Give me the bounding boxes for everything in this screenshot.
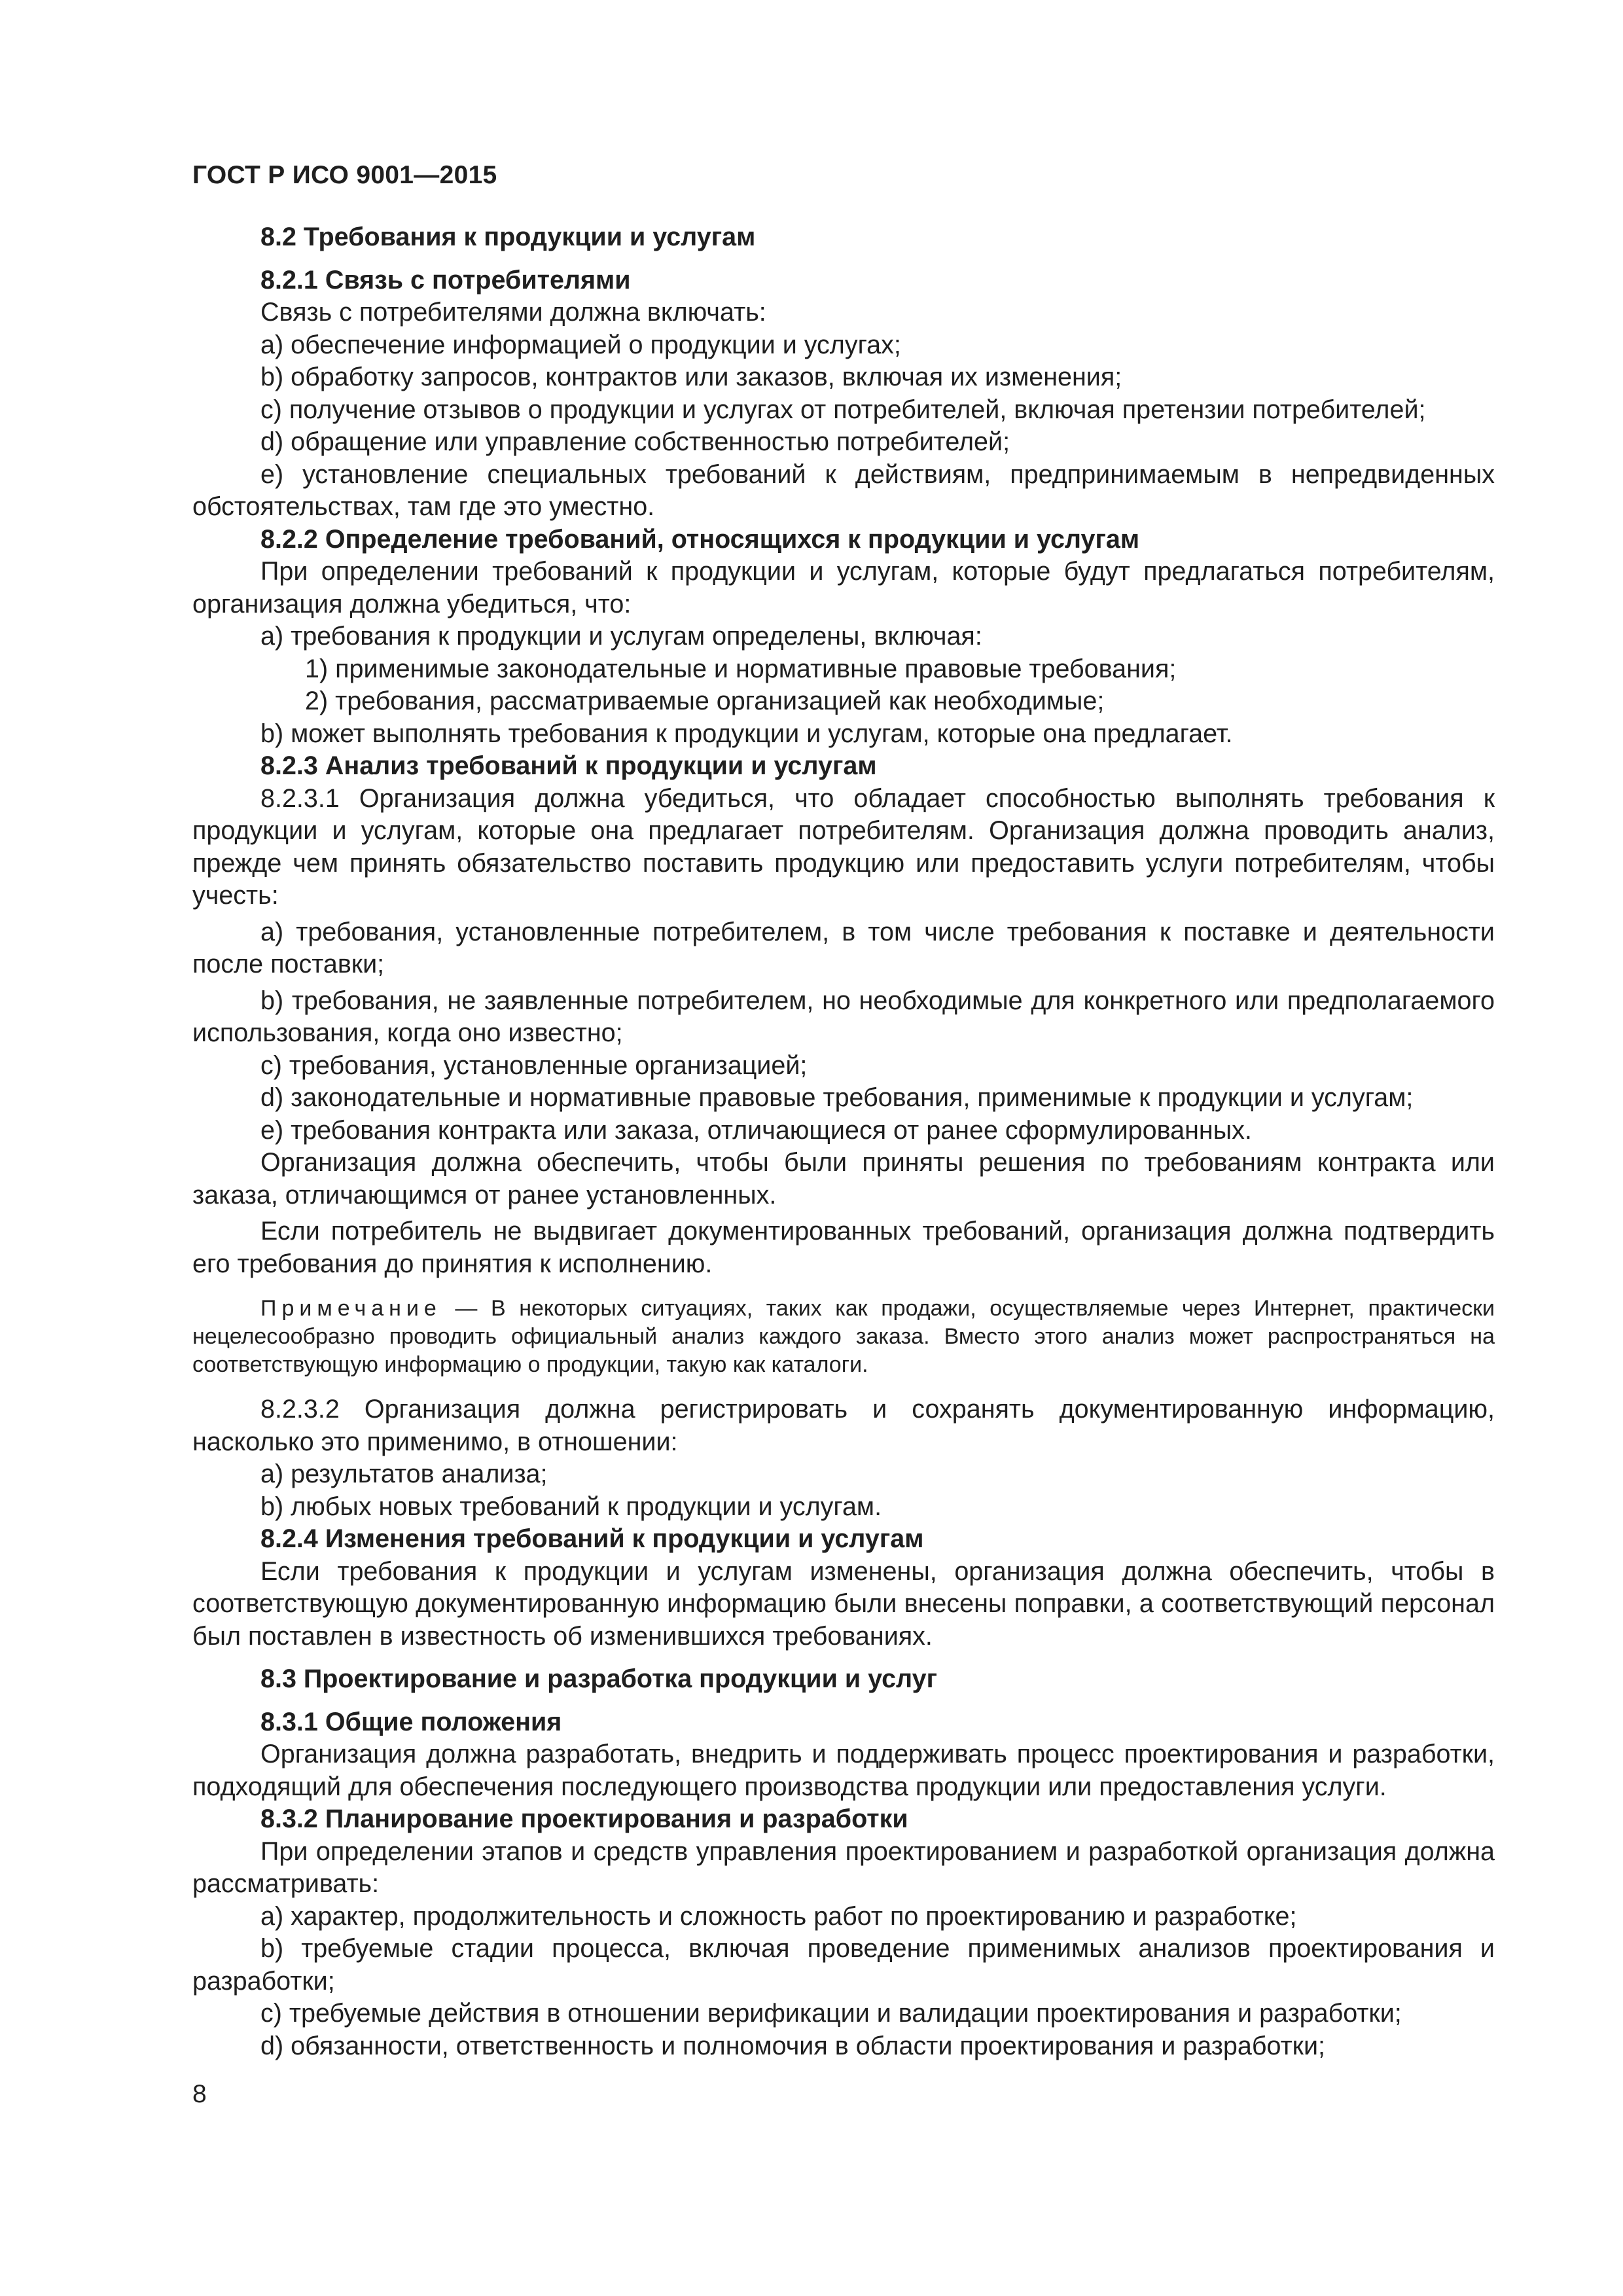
document-code-header: ГОСТ Р ИСО 9001—2015: [192, 161, 497, 189]
heading-8-3: 8.3 Проектирование и разработка продукции и услуг: [260, 1664, 938, 1693]
page-number: 8: [192, 2080, 207, 2108]
heading-8-3-1: 8.3.1 Общие положения: [260, 1707, 562, 1736]
list-item: b) обработку запросов, контрактов или заказов, включая их изменения;: [260, 363, 1122, 391]
note: [192, 1295, 1495, 1379]
paragraph-8-2-1-intro: Связь с потребителями должна включать:: [260, 298, 766, 327]
heading-8-2: 8.2 Требования к продукции и услугам: [260, 223, 756, 251]
paragraph-8-2-3-1: 8.2.3.1 Организация должна убедиться, что обладает способностью выполнять требования к продукции и услугам, которые она предлагает потребителям. Организация должна проводить анализ, прежде чем принять обязательство поставить продукцию или предоставить услуги потребителям, чтобы учесть:: [192, 783, 1495, 910]
list-item: c) требуемые действия в отношении верификации и валидации проектирования и разработки;: [260, 1999, 1402, 2028]
heading-8-2-2: 8.2.2 Определение требований, относящихся к продукции и услугам: [260, 524, 1140, 554]
heading-8-2-4: 8.2.4 Изменения требований к продукции и услугам: [260, 1524, 924, 1553]
sub-list-item: 1) применимые законодательные и нормативные правовые требования;: [305, 654, 1177, 683]
heading-8-2-1: 8.2.1 Связь с потребителями: [260, 265, 631, 295]
list-item: b) может выполнять требования к продукции и услугам, которые она предлагает.: [260, 719, 1233, 748]
heading-8-3-2: 8.3.2 Планирование проектирования и разработки: [260, 1804, 908, 1833]
list-item: d) законодательные и нормативные правовые требования, применимые к продукции и услугам;: [260, 1083, 1414, 1112]
list-item: b) требуемые стадии процесса, включая проведение применимых анализов проектирования и разработки;: [192, 1934, 1495, 1996]
heading-8-2-3: 8.2.3 Анализ требований к продукции и услугам: [260, 751, 877, 780]
list-item: c) требования, установленные организацией;: [260, 1050, 808, 1080]
paragraph-8-2-2-intro: При определении требований к продукции и услугам, которые будут предлагаться потребителям, организация должна убедиться, что:: [192, 557, 1495, 619]
list-item: b) любых новых требований к продукции и услугам.: [260, 1492, 882, 1521]
list-item: a) характер, продолжительность и сложность работ по проектированию и разработке;: [260, 1901, 1297, 1931]
list-item: e) требования контракта или заказа, отличающиеся от ранее сформулированных.: [260, 1115, 1252, 1145]
paragraph-contract-decisions: Организация должна обеспечить, чтобы были приняты решения по требованиям контракта или заказа, отличающимся от ранее установленных.: [192, 1148, 1495, 1210]
list-item: d) обращение или управление собственностью потребителей;: [260, 427, 1010, 456]
paragraph-confirm-requirements: Если потребитель не выдвигает документированных требований, организация должна подтвердить его требования до принятия к исполнению.: [192, 1217, 1495, 1278]
paragraph-8-2-3-2: 8.2.3.2 Организация должна регистрировать и сохранять документированную информацию, насколько это применимо, в отношении:: [192, 1395, 1495, 1456]
list-item: d) обязанности, ответственность и полномочия в области проектирования и разработки;: [260, 2031, 1325, 2060]
paragraph-8-3-1: Организация должна разработать, внедрить и поддерживать процесс проектирования и разработки, подходящий для обеспечения последующего производства продукции или предоставления услуги.: [192, 1740, 1495, 1801]
note-text: — В некоторых ситуациях, таких как продажи, осуществляемые через Интернет, практически нецелесообразно проводить официальный анализ каждого заказа. Вместо этого анализ может распространяться на соответствующую информацию о продукции, такую как каталоги.: [192, 1296, 1495, 1377]
list-item: e) установление специальных требований к действиям, предпринимаемым в непредвиденных обстоятельствах, там где это уместно.: [192, 459, 1495, 521]
list-item: a) требования, установленные потребителем, в том числе требования к поставке и деятельности после поставки;: [192, 917, 1495, 978]
list-item: b) требования, не заявленные потребителем, но необходимые для конкретного или предполагаемого использования, когда оно известно;: [192, 986, 1495, 1047]
list-item: c) получение отзывов о продукции и услугах от потребителей, включая претензии потребителей;: [260, 395, 1426, 424]
list-item: a) обеспечение информацией о продукции и услугах;: [260, 330, 901, 359]
list-item: a) результатов анализа;: [260, 1460, 548, 1488]
note-label: Примечание: [260, 1296, 442, 1321]
sub-list-item: 2) требования, рассматриваемые организацией как необходимые;: [305, 687, 1105, 715]
paragraph-8-2-4: Если требования к продукции и услугам изменены, организация должна обеспечить, чтобы в соответствующую документированную информацию были внесены поправки, а соответствующий персонал был поставлен в известность об изменившихся требованиях.: [192, 1556, 1495, 1651]
page-content: [192, 221, 1495, 2062]
list-item: a) требования к продукции и услугам определены, включая:: [260, 622, 982, 651]
paragraph-8-3-2-intro: При определении этапов и средств управления проектированием и разработкой организация должна рассматривать:: [192, 1837, 1495, 1898]
